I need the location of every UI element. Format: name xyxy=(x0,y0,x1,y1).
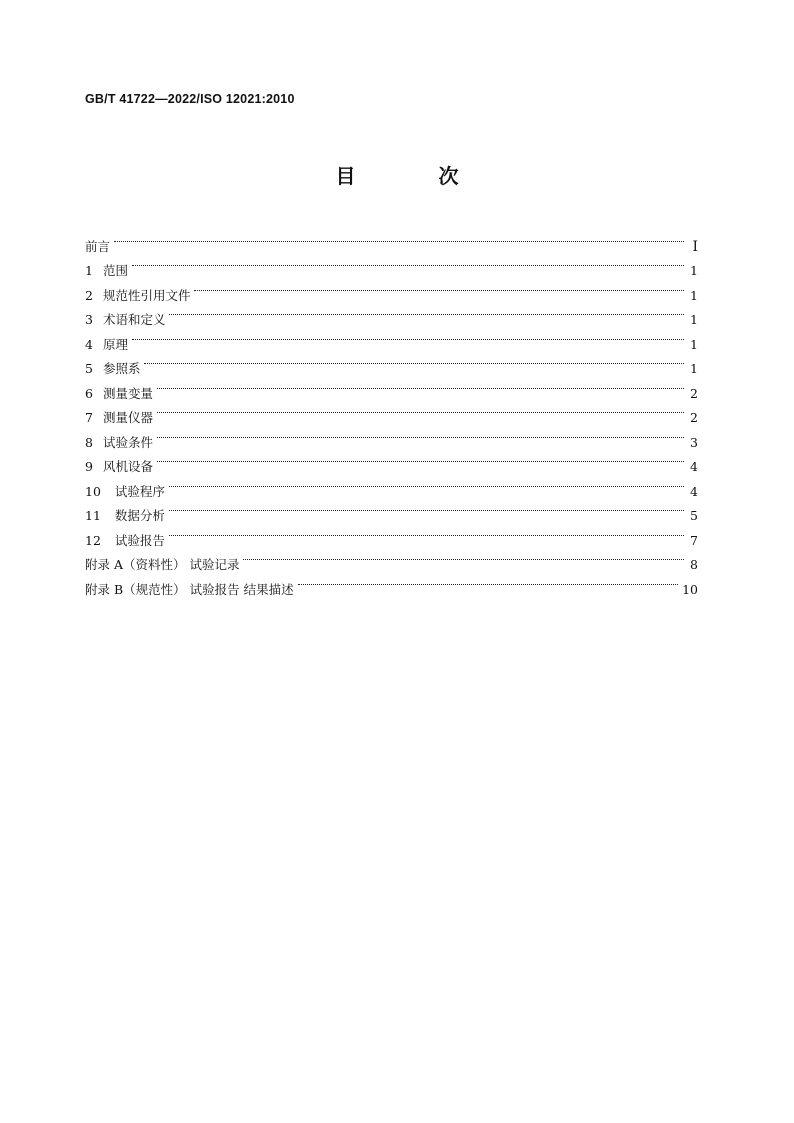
toc-entry-label: 术语和定义 xyxy=(102,312,166,327)
toc-entry-terms-definitions[interactable] xyxy=(85,300,698,325)
toc-entry-page: 10 xyxy=(682,581,698,597)
toc-entry-page: I xyxy=(692,238,698,255)
toc-entry-label: 附录 B（规范性） 试验报告 结果描述 xyxy=(85,581,294,597)
toc-entry-page: 1 xyxy=(690,312,698,327)
toc-entry-number: 3 xyxy=(85,312,93,327)
toc-entry-measuring-instruments[interactable] xyxy=(85,398,698,423)
toc-entry-page: 1 xyxy=(690,361,698,376)
toc-dot-leader xyxy=(157,447,684,472)
toc-entry-page: 2 xyxy=(690,410,698,425)
toc-entry-page: 5 xyxy=(690,508,698,523)
toc-dot-leader xyxy=(157,422,684,447)
toc-dot-leader xyxy=(157,373,684,398)
toc-dot-leader xyxy=(243,545,684,570)
toc-entry-label: 试验程序 xyxy=(114,483,165,499)
toc-dot-leader xyxy=(169,496,684,521)
toc-entry-label: 范围 xyxy=(102,263,128,278)
toc-entry-page: 1 xyxy=(690,263,698,278)
toc-entry-measured-variables[interactable] xyxy=(85,373,698,401)
toc-entry-number: 8 xyxy=(85,434,93,450)
toc-entry-label: 试验报告 xyxy=(114,532,165,548)
toc-entry-page: 1 xyxy=(690,287,698,303)
toc-entry-test-report[interactable] xyxy=(85,520,698,548)
toc-dot-leader xyxy=(132,251,684,276)
toc-entry-page: 8 xyxy=(690,557,698,572)
toc-entry-label: 试验条件 xyxy=(102,434,153,450)
toc-entry-number: 10 xyxy=(85,483,101,499)
toc-entry-label: 前言 xyxy=(85,238,111,254)
toc-dot-leader xyxy=(157,398,684,423)
toc-dot-leader xyxy=(169,520,684,545)
toc-entry-label: 参照系 xyxy=(102,361,141,376)
toc-entry-scope[interactable] xyxy=(85,251,698,276)
toc-entry-page: 4 xyxy=(690,459,698,474)
toc-entry-number: 6 xyxy=(85,385,93,401)
toc-entry-number: 5 xyxy=(85,361,93,376)
toc-entry-label: 测量仪器 xyxy=(102,410,153,425)
toc-entry-fan-equipment[interactable] xyxy=(85,447,698,472)
toc-dot-leader xyxy=(298,569,678,594)
toc-entry-test-conditions[interactable] xyxy=(85,422,698,450)
toc-entry-page: 1 xyxy=(690,336,698,352)
toc-entry-page: 4 xyxy=(690,483,698,499)
document-code: GB/T 41722—2022/ISO 12021:2010 xyxy=(85,92,295,106)
toc-entry-number: 12 xyxy=(85,532,101,548)
toc-entry-label: 数据分析 xyxy=(114,508,165,523)
toc-entry-data-analysis[interactable] xyxy=(85,496,698,521)
toc-dot-leader xyxy=(169,300,684,325)
toc-entry-page: 3 xyxy=(690,434,698,450)
toc-list xyxy=(85,226,698,597)
toc-entry-number: 4 xyxy=(85,336,93,352)
toc-entry-label: 附录 A（资料性） 试验记录 xyxy=(85,557,240,572)
toc-entry-normative-references[interactable] xyxy=(85,275,698,303)
toc-entry-label: 风机设备 xyxy=(102,459,153,474)
toc-dot-leader xyxy=(144,349,684,374)
toc-entry-annex-a[interactable] xyxy=(85,545,698,570)
toc-entry-number: 1 xyxy=(85,263,93,278)
toc-entry-number: 2 xyxy=(85,287,93,303)
toc-entry-foreword[interactable] xyxy=(85,226,698,255)
toc-entry-label: 规范性引用文件 xyxy=(102,287,191,303)
toc-dot-leader xyxy=(169,471,684,496)
toc-entry-reference-system[interactable] xyxy=(85,349,698,374)
toc-entry-label: 原理 xyxy=(102,336,128,352)
toc-entry-number: 7 xyxy=(85,410,93,425)
toc-entry-number: 11 xyxy=(85,508,101,523)
toc-entry-page: 2 xyxy=(690,385,698,401)
toc-dot-leader xyxy=(132,324,684,349)
toc-dot-leader xyxy=(194,275,684,300)
toc-entry-page: 7 xyxy=(690,532,698,548)
toc-entry-label: 测量变量 xyxy=(102,385,153,401)
toc-title: 目 次 xyxy=(335,164,497,188)
toc-dot-leader xyxy=(114,226,684,251)
toc-entry-test-procedure[interactable] xyxy=(85,471,698,499)
toc-entry-number: 9 xyxy=(85,459,93,474)
toc-entry-principle[interactable] xyxy=(85,324,698,352)
